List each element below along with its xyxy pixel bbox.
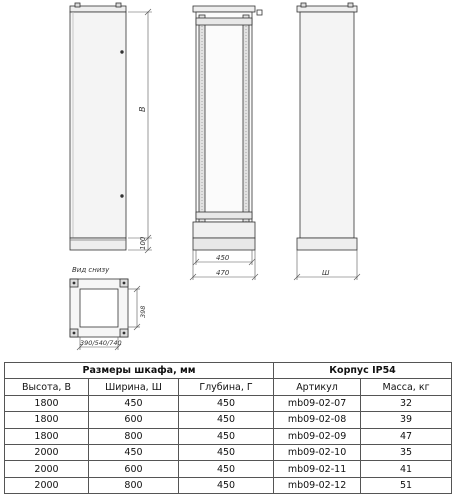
height-label: B bbox=[138, 106, 147, 112]
bottom-view bbox=[70, 279, 128, 337]
cell-width: 800 bbox=[89, 428, 179, 444]
column-header-height: Высота, В bbox=[5, 379, 89, 395]
cell-depth: 450 bbox=[179, 428, 274, 444]
table-row bbox=[5, 477, 452, 493]
cell-mass: 51 bbox=[361, 477, 452, 493]
cell-article: mb09-02-10 bbox=[274, 444, 361, 460]
front-view bbox=[70, 3, 126, 250]
cell-height: 1800 bbox=[5, 412, 89, 428]
cell-depth: 450 bbox=[179, 461, 274, 477]
cell-width: 800 bbox=[89, 477, 179, 493]
cell-article: mb09-02-12 bbox=[274, 477, 361, 493]
view-from-below-label: Вид снизу bbox=[72, 266, 110, 274]
cell-width: 600 bbox=[89, 461, 179, 477]
dimensions-group-header: Размеры шкафа, мм bbox=[5, 363, 274, 379]
cell-depth: 450 bbox=[179, 412, 274, 428]
outer-width-label: 470 bbox=[216, 269, 230, 277]
group-header-row bbox=[5, 363, 452, 379]
cell-height: 2000 bbox=[5, 444, 89, 460]
side-view bbox=[297, 3, 357, 250]
cell-height: 2000 bbox=[5, 477, 89, 493]
cell-mass: 41 bbox=[361, 461, 452, 477]
table-row bbox=[5, 428, 452, 444]
cell-article: mb09-02-08 bbox=[274, 412, 361, 428]
column-header-mass: Масса, кг bbox=[361, 379, 452, 395]
frame-view bbox=[193, 6, 262, 250]
cell-depth: 450 bbox=[179, 395, 274, 411]
cell-height: 1800 bbox=[5, 395, 89, 411]
cell-depth: 450 bbox=[179, 477, 274, 493]
frame-width-label: 450 bbox=[216, 254, 230, 262]
column-header-depth: Глубина, Г bbox=[179, 379, 274, 395]
column-header-width: Ширина, Ш bbox=[89, 379, 179, 395]
column-header-article: Артикул bbox=[274, 379, 361, 395]
cell-depth: 450 bbox=[179, 444, 274, 460]
cell-width: 450 bbox=[89, 444, 179, 460]
plinth-label: 100 bbox=[139, 236, 147, 250]
cell-width: 450 bbox=[89, 395, 179, 411]
cell-article: mb09-02-11 bbox=[274, 461, 361, 477]
enclosure-group-header: Корпус IP54 bbox=[274, 363, 452, 379]
table-row bbox=[5, 444, 452, 460]
base-depth-label: 398 bbox=[139, 305, 147, 318]
column-header-row bbox=[5, 379, 452, 395]
table-row bbox=[5, 461, 452, 477]
cell-height: 1800 bbox=[5, 428, 89, 444]
table-row bbox=[5, 395, 452, 411]
cell-mass: 35 bbox=[361, 444, 452, 460]
table-row bbox=[5, 412, 452, 428]
cell-mass: 32 bbox=[361, 395, 452, 411]
height-dimension bbox=[128, 9, 152, 253]
cell-article: mb09-02-07 bbox=[274, 395, 361, 411]
cell-width: 600 bbox=[89, 412, 179, 428]
side-width-label: Ш bbox=[322, 269, 330, 277]
base-width-label: 390/540/740 bbox=[80, 339, 122, 347]
cell-article: mb09-02-09 bbox=[274, 428, 361, 444]
specification-table bbox=[4, 362, 452, 494]
cell-mass: 47 bbox=[361, 428, 452, 444]
cell-mass: 39 bbox=[361, 412, 452, 428]
cell-height: 2000 bbox=[5, 461, 89, 477]
